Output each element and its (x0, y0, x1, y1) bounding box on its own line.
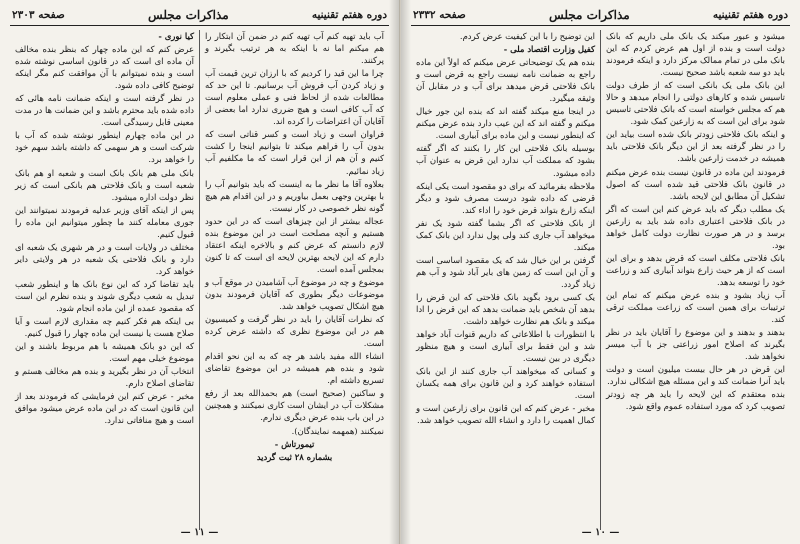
paragraph: این قرض در هر حال بیست میلیون است و دولت باید آنرا ضمانت کند و این مسئله هیچ اشکالی ندارد. (606, 364, 785, 387)
paragraph: ملاحظه بفرمائید که برای دو مقصود است یکی اینکه قرضی که داده شود درست مصرف شود و دیگر اینکه زارع بتواند قرض خود را اداء کند. (416, 180, 595, 215)
paragraph: و ساکنین (صحیح است) هم بحمدالله بعد از رفع مشکلات آب در ایشان است کاری نمیکنند و همچنین در این باب بنده عرض دیگری ندارم. (205, 388, 384, 423)
paragraph: بنده هم یک توضیحاتی عرض میکنم که اولاً این ماده راجع به ضمانت نامه نیست راجع به قرض است و بانک فلاحتی قرض میدهد برای آب و در مقابل آن وثیقه میگیرد. (416, 57, 595, 104)
page-number: صفحه ۲۳۳۲ (413, 9, 466, 21)
paragraph: گرفتن بر این خیال شد که یک مقصود اساسی است و آن این است که زمین های بایر آباد شود و آب هم زیاد گردد. (416, 254, 595, 289)
column-right (200, 30, 389, 530)
column-right (601, 30, 790, 530)
paragraph: عرض کنم که این ماده چهار که بنظر بنده مخالف آن ماده ای است که در قانون اساسی نوشته شده است و بنده نمیتوانم با آن موافقت کنم مگر اینکه توضیح کافی داده شود. (15, 44, 194, 91)
running-head (10, 6, 389, 26)
paragraph: که این دو بانک همیشه با هم مربوط باشند و این موضوع خیلی مهم است. (15, 341, 194, 364)
speaker-name: تیمورتاش - (274, 438, 315, 449)
paragraph: بانک ملی هم بانک بانک است و شعبه او هم بانک شعبه است و بانک فلاحتی هم بانکی است که زیر نظر دولت اداره میشود. (15, 167, 194, 202)
column-left (10, 30, 200, 530)
paragraph: میشود و عبور میکند یک بانک ملی داریم که بانک دولت است و بنده از اول هم عرض کردم که این بانک ملی در تمام ممالک مرکز دارد و اینکه فرمودند باید دو سه شعبه باشد صحیح نیست. (606, 31, 785, 78)
paragraph: نمیکنند (همهمه نمایندگان). (291, 425, 384, 436)
paragraph: آب باید تهیه کنم آب تهیه کنم در ضمن آن ابتکار را هم میکنم اما نه با اینکه به هر ترتیب بگیرند و پرکنند. (205, 31, 384, 66)
paragraph: این بانک ملی یک بانکی است که از طرف دولت تاسیس شده و کارهای دولتی را انجام میدهد و حالا هم که مجلس خواسته است که بانک فلاحتی تاسیس شود برای این است که به زارعین کمک شود. (606, 80, 785, 127)
right-page (400, 0, 800, 544)
paragraph: انشاء الله مفید باشد هر چه که به این نحو اقدام شود و بنده هم همیشه در این موضوع تقاضای تسریع داشته ام. (205, 351, 384, 386)
text-columns (10, 30, 389, 530)
session-label: دوره هفتم تقنینیه (311, 9, 387, 21)
page-folio: — ۱۰ — (581, 527, 620, 538)
paragraph: یک مطلب دیگر که باید عرض کنم این است که اگر در بانک فلاحتی اعتباری داده شد باید به زارعین برسد و در هر صورت نظارت دولت کامل خواهد بود. (606, 203, 785, 250)
paragraph: پس از اینکه آقای وزیر عدلیه فرمودند نمیتوانند این جوری معامله کنند ما چطور میتوانیم این ماده را قبول کنیم. (15, 204, 194, 239)
paragraph: از بانک فلاحتی که اگر بشما گفته شود یک نفر میخواهد آب جاری کند ولی پول ندارد این بانک کمک میکند. (416, 217, 595, 252)
paragraph: فراوان است و زیاد است و کسر قناتی است که بدون آب را فراهم میکند تا بتوانیم اینجا را کشت کنیم و آن هم از این قرار است که ما مکلفیم آب زیاد نمائیم. (205, 129, 384, 176)
paragraph: با انتظورات با اطلاعاتی که داریم قنوات آباد خواهد شد و این فقط برای آبیاری است و هیچ منظور دیگری در بین نیست. (416, 329, 595, 364)
column-left (411, 30, 601, 530)
paragraph: بعلاوه آقا ما نظر ما به اینست که باید بتوانیم آب را با بهترین وجهی بعمل بیاوریم و در این اقدام هم هیچ گونه نظر خصوصی در کار نیست. (205, 178, 384, 213)
paragraph: مخبر - عرض کنم که این قانون برای زارعین است و کمال اهمیت را دارد و انشاء الله تصویب خواهد شد. (416, 403, 595, 426)
gutter-shadow (389, 0, 399, 544)
paragraph: انتخاب آن در نظر بگیرید و بنده هم مخالف هستم و تقاضای اصلاح دارم. (15, 366, 194, 389)
page-number: صفحه ۲۳۰۳ (12, 9, 65, 21)
registration-line: بشماره ۲۸ ثبت گردید (256, 451, 333, 462)
paragraph: بی اینکه هم فکر کنیم چه مقداری لازم است و آیا صلاح هست یا نیست این ماده چهار را قبول کنیم. (15, 316, 194, 339)
paragraph: مخبر - عرض کنم این فرمایشی که فرمودند بعد از این قانون است که در این ماده عرض میشود موافق است و هیچ منافاتی ندارد. (15, 391, 194, 426)
text-columns (411, 30, 790, 530)
journal-title: مذاکرات مجلس (549, 8, 630, 22)
paragraph: باید تقاضا کرد که این نوع بانک ها و اینطور شعب تبدیل به شعب دیگری شوند و بنده نظرم این است که مقصود عمده از این ماده انجام شود. (15, 278, 194, 314)
paragraph: بدهند و بدهند و این موضوع را آقایان باید در نظر بگیرند که اصلاح امور زراعتی جز با آب میسر نخواهد شد. (606, 327, 785, 362)
paragraph: که نظرات آقایان را باید در نظر گرفت و کمیسیون هم در این موضوع نظری که داشته عرض کرده است. (205, 314, 384, 349)
paragraph: بنده معتقدم که این لایحه را باید هر چه زودتر تصویب کرد که مورد استفاده عموم واقع شود. (606, 389, 785, 412)
paragraph: در این ماده چهارم اینطور نوشته شده که آب با شرکت است و هر سهمی که داشته باشد سهم خود را خواهد برد. (15, 130, 194, 165)
paragraph: این توضیح را با این کیفیت عرض کردم. (459, 31, 595, 41)
paragraph: عجاله بیشتر از این چیزهای است که در این حدود هستیم و آنچه مصلحت است در این موضوع بنده لازم دانستم که عرض کنم و بالاخره اینکه اعتقاد دارم که این لایحه بهترین لایحه ای است که تا کنون بمجلس آمده است. (205, 215, 384, 274)
paragraph: موضوع و چه در موضوع آب آشامیدن در موقع آب و موضوعات دیگر بطوری که آقایان فرمودند بدون هیچ اشکال تصویب خواهد شد. (205, 276, 384, 312)
paragraph: و کسانی که میخواهند آب جاری کنند از این بانک استفاده خواهند کرد و این قانون برای همه یکسان است. (416, 366, 595, 401)
paragraph: مختلف در ولایات است و در هر شهری یک شعبه ای دارد و بانک فلاحتی یک شعبه در هر ولایتی دایر خواهد کرد. (15, 241, 194, 276)
paragraph: بانک فلاحتی مکلف است که قرض بدهد و برای این است که از هر حیث زارع بتواند آبیاری کند و زراعت خود را توسعه بدهد. (606, 252, 785, 287)
paragraph: بوسیله بانک فلاحتی این کار را بکنند که اگر گفته بشود که مملکت آب ندارد این قرض به عنوان آب داده میشود. (416, 143, 595, 178)
minister-name: کفیل وزارت اقتصاد ملی - (503, 44, 595, 55)
page-folio: — ۱۱ — (180, 527, 219, 538)
paragraph: در نظر گرفته است و اینکه ضمانت نامه هائی که داده شده باید محترم باشد و این ضمانت ها در مدت معینی قابل رسیدگی است. (15, 93, 194, 128)
gutter-shadow (401, 0, 411, 544)
session-label: دوره هفتم تقنینیه (712, 9, 788, 21)
paragraph: یک کسی برود بگوید بانک فلاحتی که این قرض را بدهد آن شخص باید ضمانت بدهد که این قرض را ادا میکند و بانک هم نظارت خواهد داشت. (416, 291, 595, 327)
running-head (411, 6, 790, 26)
paragraph: و اینکه بانک فلاحتی زودتر بانک شده است بیاید این را در نظر گرفته بعد از این دیگر بانک فلاحتی باید همیشه در خدمت زارعین باشد. (606, 129, 785, 164)
paragraph: چرا ما این قید را کردیم که با ارزان ترین قیمت آب و زیاد کردن آب فروش آب برسانیم. تا این حد که مطالعات شده از لحاظ فنی و عملی معلوم است که آب کافی است و هیچ ضرری ندارد اما بعضی از آقایان آن اعتراضات را کرده اند. (205, 68, 384, 127)
speaker-name: کیا نوری - (158, 31, 194, 41)
paragraph: در اینجا منع میکند گفته اند که بنده این جور خیال میکنم و گفته اند که این عیب دارد بنده عرض میکنم که اینطور نیست و این ماده برای آبیاری است. (416, 106, 595, 141)
journal-title: مذاکرات مجلس (148, 8, 229, 22)
paragraph: آب زیاد بشود و بنده عرض میکنم که تمام این ترتیبات برای همین است که زراعت مملکت ترقی کند. (606, 289, 785, 325)
paragraph: فرمودند این ماده در قانون نیست بنده عرض میکنم در قانون بانک فلاحتی قید شده است که اصول تشکیل آن مطابق این لایحه باشد. (606, 166, 785, 201)
